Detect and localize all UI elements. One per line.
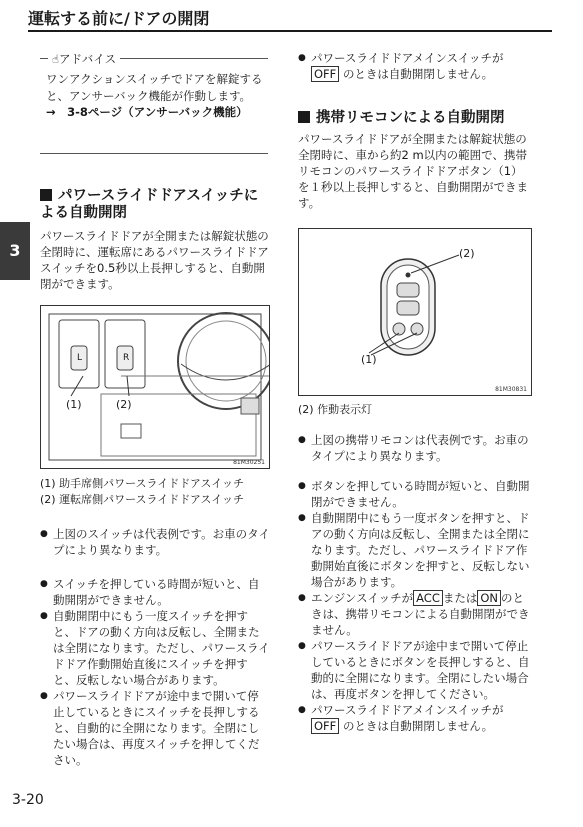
hand-icon: ☝ [52, 52, 60, 66]
list-item: ● パワースライドドアメインスイッチが OFF のときは自動開閉しません。 [298, 50, 530, 82]
figure-id: 81M30251 [233, 459, 265, 466]
advice-title-text: アドバイス [59, 52, 117, 66]
acc-key: ACC [413, 590, 443, 606]
advice-body: ワンアクションスイッチでドアを解錠すると、アンサーバック機能が作動します。 [46, 72, 263, 103]
off-key: OFF [311, 718, 339, 734]
chapter-tab: 3 [0, 222, 30, 280]
figure-id: 81M30831 [495, 386, 527, 393]
figure-label-2: (2) [116, 398, 132, 411]
advice-reference-link[interactable]: → 3-8ページ（アンサーバック機能） [46, 105, 248, 119]
square-bullet-icon [298, 111, 310, 123]
list-item: ● 自動開閉中にもう一度ボタンを押すと、ドアの動く方向は反転し、全開または全閉になります。ただし、パワースライドドア作動開始直後にボタンを押すと、反転しない場合があります。 [298, 510, 530, 590]
list-item: ● パワースライドドアが途中まで開いて停止しているときにスイッチを長押しすると、自動的に全開になります。全閉にしたい場合は、再度スイッチを押してください。 [40, 688, 270, 768]
page-header: 運転する前に/ドアの開閉 [28, 6, 552, 32]
page-number: 3-20 [12, 792, 44, 808]
on-key: ON [477, 590, 501, 606]
note-item: ● 上図の携帯リモコンは代表例です。お車のタイプにより異なります。 [298, 432, 530, 464]
off-key: OFF [311, 66, 339, 82]
list-item: ● ボタンを押している時間が短いと、自動開閉ができません。 [298, 478, 530, 510]
list-item: ● 自動開閉中にもう一度スイッチを押すと、ドアの動く方向は反転し、全開または全閉になります。ただし、パワースライドドア作動開始直後にスイッチを押すと、反転しない場合があります。 [40, 608, 270, 688]
note-item: ● 上図のスイッチは代表例です。お車のタイプにより異なります。 [40, 526, 270, 558]
remote-illustration [299, 229, 531, 395]
right-column [298, 50, 530, 211]
section-heading-switch: パワースライドドアスイッチによる自動開閉 [40, 188, 259, 221]
left-lower [40, 476, 270, 768]
advice-box [40, 52, 268, 154]
switch-r-label: R [123, 353, 130, 363]
figure-label-1: (1) [66, 398, 82, 411]
left-column [40, 188, 270, 292]
caption-2: (2) 運転席側パワースライドドアスイッチ [40, 493, 244, 506]
list-item: ● パワースライドドアメインスイッチが OFF のときは自動開閉しません。 [298, 702, 530, 734]
list-item: ● パワースライドドアが途中まで開いて停止しているときにボタンを長押しすると、自動的に全開になります。全閉にしたい場合は、再度ボタンを押してください。 [298, 638, 530, 702]
remote-intro: パワースライドドアが全開または解錠状態の全閉時に、車から約2 m以内の範囲で、携帯リモコンのパワースライドドアボタン（1）を１秒以上長押しすると、自動開閉ができます。 [298, 132, 528, 210]
switch-figure [40, 305, 270, 469]
section-heading-remote: 携帯リモコンによる自動開閉 [298, 110, 530, 127]
switch-l-label: L [77, 353, 83, 363]
switch-intro: パワースライドドアが全開または解錠状態の全閉時に、運転席にあるパワースライドドアスイッチを0.5秒以上長押しすると、自動開閉ができます。 [40, 229, 269, 291]
dashboard-illustration [41, 306, 269, 468]
caption-1: (1) 助手席側パワースライドドアスイッチ [40, 477, 244, 490]
figure-label-1: (1) [361, 353, 377, 366]
figure-label-2: (2) [459, 247, 475, 260]
advice-title [48, 51, 120, 67]
caption-indicator: (2) 作動表示灯 [298, 403, 373, 416]
list-item: ● エンジンスイッチが ACC または ON のときは、携帯リモコンによる自動開閉ができません。 [298, 590, 530, 638]
list-item: ● スイッチを押している時間が短いと、自動開閉ができません。 [40, 576, 270, 608]
remote-bullet-list [298, 478, 530, 734]
switch-bullet-list [40, 576, 270, 768]
right-lower [298, 402, 530, 734]
remote-figure [298, 228, 532, 396]
square-bullet-icon [40, 189, 52, 201]
